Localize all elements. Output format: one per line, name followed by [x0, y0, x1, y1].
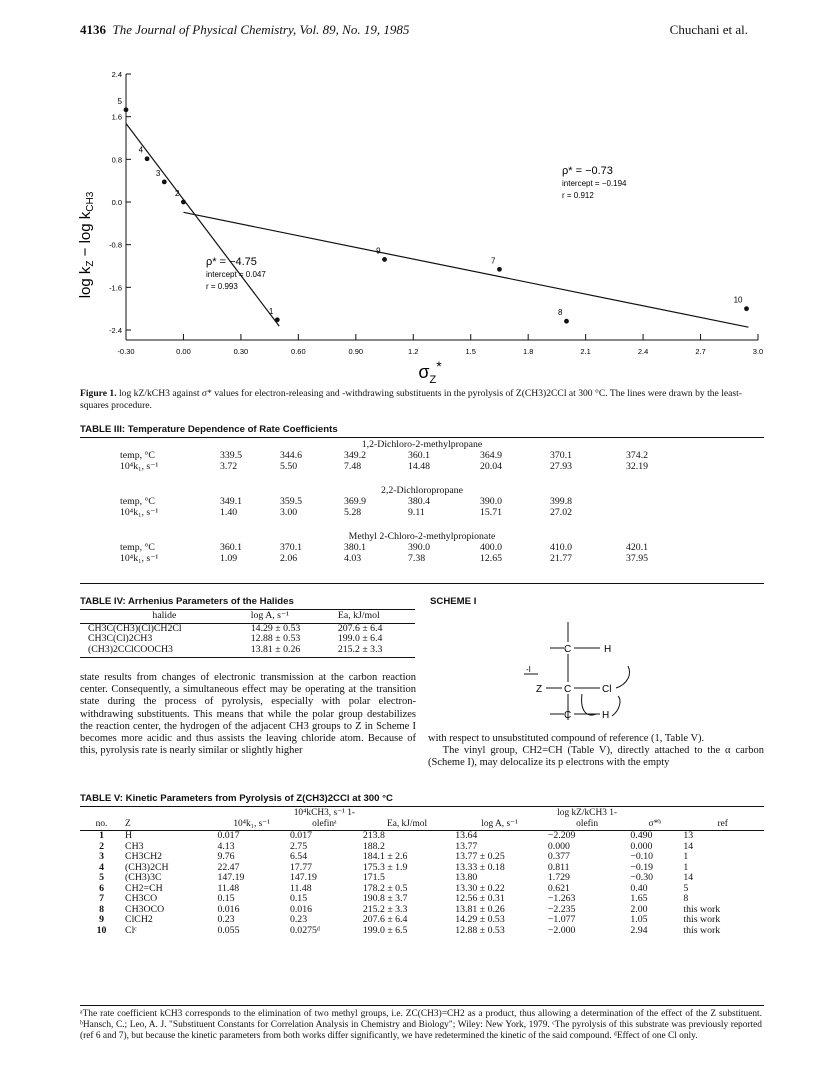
table-5-cell: 184.1 ± 2.6: [362, 851, 408, 862]
table-5-cell: CH3CH2: [125, 851, 163, 862]
data-point: [124, 107, 129, 112]
table-5-cell: −0.30: [630, 872, 654, 883]
table-5-col-header: log kZ/kCH3 1-olefin: [546, 808, 628, 831]
table-5-cell: 5: [99, 872, 104, 883]
table-5-cell: 11.48: [289, 882, 312, 894]
r-1: r = 0.993: [206, 282, 238, 291]
table-3-k: 2.06: [280, 553, 298, 564]
y-tick-label: 0.0: [111, 198, 122, 207]
table-5-cell: 1: [99, 830, 104, 841]
table-3-k: 4.03: [344, 553, 362, 564]
caption-label: Figure 1.: [80, 388, 117, 399]
x-tick-label: 2.1: [580, 347, 591, 356]
y-tick-label: 0.8: [111, 155, 122, 165]
table-5-col-header: σ*ᵇ: [628, 808, 681, 831]
y-tick-label: -2.4: [109, 326, 122, 335]
table-5-cell: 14: [683, 872, 694, 883]
table-5-cell: 0.490: [630, 830, 653, 841]
table-5-cell: this work: [683, 914, 721, 925]
scheme-atom-c2: C: [564, 684, 572, 695]
x-tick-label: 0.00: [176, 347, 191, 356]
table-4-col-header: log A, s⁻¹: [249, 611, 336, 623]
table-5-cell: 13.80: [455, 872, 478, 883]
table-5-cell: 1: [683, 861, 689, 873]
table-5-header: [80, 808, 764, 831]
table-3-k: 27.93: [550, 461, 573, 472]
table-5-cell: 207.6 ± 6.4: [362, 914, 408, 925]
rho-1: ρ* = −4.75: [206, 256, 257, 268]
table-5-cell: −0.10: [630, 851, 654, 862]
table-5-cell: 8: [99, 903, 104, 915]
table-5-cell: 5: [683, 882, 689, 894]
chart-fit-lines: [126, 123, 748, 327]
data-point: [145, 156, 150, 161]
table-row: [80, 873, 764, 884]
y-axis-label: $\log k_Z - \log k_{CH3}$: [77, 191, 96, 299]
x-tick-label: -0.30: [117, 347, 135, 356]
table-3-k: 20.04: [480, 461, 503, 472]
table-3-k: 21.77: [550, 553, 573, 564]
table-5-cell: 13: [683, 830, 694, 841]
table-3-temp: 399.8: [550, 496, 573, 507]
table-3-compound: Methyl 2-Chloro-2-methylpropionate: [348, 531, 496, 542]
table-3-k: 7.38: [408, 553, 426, 564]
table-5-cell: CH3OCO: [125, 903, 165, 915]
table-5-title: TABLE V: Kinetic Parameters from Pyrolysis of Z(CH3)2CCl at 300 °C: [80, 793, 393, 804]
table-5-cell: 215.2 ± 3.3: [362, 903, 408, 915]
data-point-label: 2: [175, 189, 180, 198]
y-tick-label: -0.8: [109, 240, 122, 250]
table-3-k: 9.11: [408, 507, 425, 518]
table-5-cell: 13.81 ± 0.26: [455, 903, 505, 915]
table-row: [80, 894, 764, 905]
table-5-cell: 12.88 ± 0.53: [455, 924, 505, 936]
data-point: [564, 319, 569, 324]
table-5-cell: CH3: [125, 840, 144, 852]
table-3-k: 32.19: [626, 461, 649, 472]
table-5: [80, 808, 764, 936]
scheme-atom-cl: Cl: [602, 684, 612, 695]
table-5-cell: 13.30 ± 0.22: [455, 882, 505, 894]
table-4-cell: 207.6 ± 6.4: [337, 622, 383, 634]
table-3-temp: 374.2: [626, 450, 649, 461]
table-5-cell: 12.56 ± 0.31: [455, 893, 505, 904]
table-5-cell: 14.29 ± 0.53: [455, 914, 505, 925]
table-5-cell: 1.65: [630, 893, 648, 904]
table-5-cell: 0.23: [289, 914, 308, 925]
table-5-cell: 0.15: [289, 893, 308, 904]
table-5-cell: 9.76: [217, 851, 235, 862]
table-4-cell: (CH3)2CClCOOCH3: [88, 643, 173, 655]
table-3-temp: 360.1: [220, 542, 243, 553]
table-4-cell: 14.29 ± 0.53: [250, 622, 301, 634]
data-point: [382, 257, 387, 262]
table-row: [80, 831, 764, 842]
table-5-cell: 0.000: [630, 840, 653, 852]
data-point: [497, 267, 502, 272]
authors: Chuchani et al.: [669, 22, 748, 37]
table-5-cell: 2: [99, 840, 104, 852]
table-4-col-header: halide: [80, 611, 249, 623]
table-3-temp: 390.0: [480, 496, 503, 507]
data-point: [744, 306, 749, 311]
table-row: [80, 852, 764, 863]
data-point-label: 7: [491, 256, 496, 266]
data-point: [162, 179, 167, 184]
y-tick-label: -1.6: [109, 283, 122, 293]
table-3-row-label-k: 10⁴k₁, s⁻¹: [120, 507, 159, 518]
table-5-cell: 0.15: [217, 893, 235, 904]
table-5-cell: 9: [99, 914, 104, 925]
table-5-cell: Clᶜ: [125, 924, 137, 936]
table-3-k: 3.72: [220, 461, 238, 472]
table-3-row-label-temp: temp, °C: [120, 542, 155, 553]
table-5-cell: −2.000: [547, 924, 576, 936]
table-3-compound: 1,2-Dichloro-2-methylpropane: [361, 439, 483, 450]
data-point-label: 4: [138, 145, 144, 155]
table-5-cell: 175.3 ± 1.9: [362, 861, 408, 873]
table-5-cell: −1.263: [547, 893, 576, 904]
table-5-col-header: no.: [80, 808, 123, 831]
table-3-k: 5.28: [344, 507, 362, 518]
table-3-k: 27.02: [550, 507, 573, 518]
table-3-temp: 369.9: [344, 496, 367, 507]
table-5-cell: 13.64: [455, 830, 478, 841]
figure-caption: [80, 388, 760, 412]
table-3-title: TABLE III: Temperature Dependence of Rate Coefficients: [80, 424, 338, 435]
table-5-cell: 14: [683, 840, 694, 852]
table-row: [80, 915, 764, 926]
table-5-footnotes: ᵃThe rate coefficient kCH3 corresponds to the elimination of two methyl groups, i.e. ZC(CH3)=CH2 as a product, thus allowing a determination of the effect of the Z substituent. ᵇHansch, C.; Leo, A. J. "Substituent Constants for Correlation Analysis in Chemistry and Biology"; Wiley: New York, 1979. ᶜThe pyrolysis of this substrate was previously reported (ref 6 and 7), but because the kinetic parameters from both works differ significantly, we have redetermined the kinetic of the said compound. ᵈEffect of one Cl only.: [80, 1009, 762, 1041]
table-5-cell: 0.017: [217, 830, 240, 841]
data-point-label: 10: [733, 295, 743, 305]
table-5-cell: −0.19: [630, 861, 654, 873]
table-5-cell: 4: [99, 861, 104, 873]
scheme-atom-c3: C: [564, 710, 572, 721]
table-5-col-header: log A, s⁻¹: [453, 808, 546, 831]
table-3-k: 7.48: [344, 461, 362, 472]
table-5-cell: 6: [99, 882, 104, 894]
table-5-cell: this work: [683, 903, 721, 915]
table-3-temp: 380.4: [408, 496, 431, 507]
x-tick-label: 1.8: [522, 347, 534, 356]
table-5-col-header: Ea, kJ/mol: [361, 808, 453, 831]
page-number: 4136: [80, 22, 106, 37]
table-5-cell: 7: [99, 893, 104, 904]
table-5-col-header: ref: [681, 808, 764, 831]
table-5-cell: 3: [99, 851, 104, 862]
table-5-cell: 17.77: [289, 861, 312, 873]
x-tick-label: 1.2: [408, 347, 419, 356]
table-3-k: 5.50: [280, 461, 298, 472]
table-5-cell: CH3CO: [125, 893, 158, 904]
scheme-diagram: [520, 610, 670, 730]
table-4-cell: CH3C(Cl)2CH3: [88, 633, 153, 644]
table-3-k: 14.48: [408, 461, 431, 472]
table-5-cell: 2.75: [289, 840, 308, 852]
table-5-cell: 0.017: [289, 830, 312, 841]
table-5-cell: 22.47: [217, 861, 240, 873]
table-5-cell: 10: [96, 924, 107, 936]
table-5-cell: −2.209: [547, 830, 576, 841]
table-5-cell: H: [125, 830, 133, 841]
table-5-cell: ClCH2: [125, 914, 153, 925]
x-tick-label: 3.0: [752, 347, 764, 356]
chart-axes: [109, 70, 763, 356]
table-3-compound: 2,2-Dichloropropane: [381, 485, 463, 496]
table-5-cell: 0.621: [547, 882, 570, 894]
table-5-cell: 178.2 ± 0.5: [362, 882, 408, 894]
table-5-cell: 13.77 ± 0.25: [455, 851, 505, 862]
table-5-cell: 190.8 ± 3.7: [362, 893, 408, 904]
table-5-cell: 1: [683, 851, 689, 862]
table-3-temp: 370.1: [550, 450, 573, 461]
table-4-cell: 13.81 ± 0.26: [250, 643, 301, 655]
table-5-cell: 2.00: [630, 903, 648, 915]
table-3-temp: 420.1: [626, 542, 649, 553]
table-4-cell: 12.88 ± 0.53: [250, 633, 301, 644]
body-text-right-2: The vinyl group, CH2=CH (Table V), directly attached to the α carbon (Scheme I), may delocalize its p electrons with the empty: [428, 745, 765, 769]
table-3-temp: 364.9: [480, 450, 503, 461]
data-point-label: 1: [268, 306, 274, 316]
table-3-temp: 390.0: [408, 542, 431, 553]
fit-line-1: [126, 123, 279, 326]
table-5-cell: 0.811: [547, 861, 570, 873]
data-point-label: 9: [376, 246, 381, 256]
table-5-cell: (CH3)2CH: [125, 861, 169, 873]
table-5-cell: 13.33 ± 0.18: [455, 861, 505, 873]
table-row: [80, 645, 415, 656]
data-point-label: 3: [155, 168, 161, 178]
table-3-temp: 349.1: [220, 496, 243, 507]
table-3-temp: 359.5: [280, 496, 303, 507]
table-5-cell: 188.2: [362, 840, 385, 852]
table-4-cell: 199.0 ± 6.4: [337, 633, 383, 644]
journal-name: The Journal of Physical Chemistry, Vol. 89, No. 19, 1985: [112, 22, 410, 37]
table-4-cell: 215.2 ± 3.3: [337, 643, 383, 655]
table-5-cell: 13.77: [455, 840, 478, 852]
table-5-cell: 1.729: [547, 872, 570, 883]
table-3-k: 37.95: [626, 553, 649, 564]
body-text-right-1: with respect to unsubstituted compound of reference (1, Table V).: [428, 733, 705, 744]
table-3-temp: 380.1: [344, 542, 367, 553]
table-3-k: 3.00: [280, 507, 298, 518]
table-5-cell: −1.077: [547, 914, 576, 925]
table-5-cell: 147.19: [217, 872, 245, 883]
table-5-col-header: 10⁴k₁, s⁻¹: [215, 808, 288, 831]
table-5-cell: 4.13: [217, 840, 235, 852]
intercept-1: intercept = 0.047: [206, 270, 266, 279]
table-5-cell: 147.19: [289, 872, 317, 883]
table-3-k: 15.71: [480, 507, 503, 518]
table-4-title: TABLE IV: Arrhenius Parameters of the Halides: [80, 596, 294, 607]
data-point-label: 5: [117, 96, 122, 106]
table-5-cell: 213.8: [362, 830, 385, 841]
table-4-cell: CH3C(CH3)(Cl)CH2Cl: [88, 622, 182, 634]
table-3-row-label-k: 10⁴k₁, s⁻¹: [120, 553, 159, 564]
table-5-cell: 0.000: [547, 840, 570, 852]
scheme-atom-c1: C: [564, 644, 572, 655]
r-2: r = 0.912: [562, 191, 594, 200]
x-tick-label: 2.4: [637, 347, 649, 356]
table-3-row-label-k: 10⁴k₁, s⁻¹: [120, 461, 159, 472]
table-5-cell: 171.5: [362, 872, 385, 883]
scheme-inductive-label: -I: [526, 665, 531, 674]
table-4-header: [80, 611, 415, 623]
table-5-cell: CH2=CH: [125, 882, 163, 894]
data-point: [181, 200, 186, 205]
table-4-col-header: Ea, kJ/mol: [336, 611, 415, 623]
fit-annotation-1: [206, 256, 266, 291]
table-5-cell: 0.016: [217, 903, 240, 915]
table-row: [80, 634, 415, 645]
table-3-temp: 349.2: [344, 450, 367, 461]
table-5-cell: (CH3)3C: [125, 872, 162, 883]
scheme-atom-h1: H: [604, 644, 612, 655]
table-3-temp: 400.0: [480, 542, 503, 553]
table-5-cell: 0.23: [217, 914, 235, 925]
x-tick-label: 0.60: [291, 347, 306, 356]
table-5-cell: 0.40: [630, 882, 648, 894]
table-5-cell: 2.94: [630, 924, 648, 936]
table-5-cell: 6.54: [289, 851, 308, 862]
x-tick-label: 0.30: [233, 347, 249, 356]
rho-2: ρ* = −0.73: [562, 165, 613, 177]
table-4: [80, 611, 415, 658]
x-tick-label: 2.7: [695, 347, 706, 356]
table-row: [80, 884, 764, 895]
intercept-2: intercept = −0.194: [562, 179, 627, 188]
table-row: [80, 905, 764, 916]
table-5-cell: 8: [683, 893, 689, 904]
table-row: [80, 863, 764, 874]
scheme-atom-z: Z: [536, 684, 543, 695]
table-3-k: 1.09: [220, 553, 238, 564]
table-5-cell: 0.377: [547, 851, 570, 862]
table-row: [80, 926, 764, 937]
body-text-left: state results from changes of electronic transmission at the carbon reaction center. Consequently, a simultaneous effect may be operating at the transition state during the process of pyrolysis, especially with polar electron-withdrawing substituents. This means that while the polar group destabilizes the reaction center, the hydrogen of the adjacent CH3 groups to Z in Scheme I becomes more acidic and thus assists the leaving chloride atom. Because of this, pyrolysis rate is nearly similar or slightly higher: [80, 672, 416, 757]
page-header-left: [80, 22, 409, 38]
caption-text: log kZ/kCH3 against σ* values for electron-releasing and -withdrawing substituents in the pyrolysis of Z(CH3)2CCl at 300 °C. The lines were drawn by the least-squares procedure.: [80, 388, 742, 411]
table-3-row-label-temp: temp, °C: [120, 450, 155, 461]
table-5-cell: 0.016: [289, 903, 312, 915]
scheme-title: SCHEME I: [430, 596, 477, 607]
table-5-cell: 1.05: [630, 914, 648, 925]
y-tick-label: 1.6: [111, 112, 122, 122]
data-point-label: 8: [558, 308, 563, 318]
x-tick-label: 1.5: [465, 347, 476, 356]
x-tick-label: 0.90: [348, 347, 364, 356]
fit-annotation-2: [562, 165, 627, 200]
table-3-k: 1.40: [220, 507, 238, 518]
table-5-cell: 199.0 ± 6.5: [362, 924, 408, 936]
data-point: [275, 317, 280, 322]
scheme-atom-h2: H: [602, 710, 610, 721]
table-5-cell: 0.055: [217, 924, 240, 936]
table-row: [80, 842, 764, 853]
table-3-temp: 344.6: [280, 450, 303, 461]
x-axis-label: $\sigma_Z^*$: [418, 358, 442, 386]
body-text-right: [428, 733, 764, 770]
table-3-temp: 410.0: [550, 542, 573, 553]
table-5-cell: −2.235: [547, 903, 576, 915]
y-tick-label: 2.4: [111, 70, 122, 79]
table-3-temp: 339.5: [220, 450, 243, 461]
table-3-temp: 360.1: [408, 450, 431, 461]
table-3-row-label-temp: temp, °C: [120, 496, 155, 507]
table-5-col-header: 10⁴kCH3, s⁻¹ 1-olefinᵃ: [288, 808, 361, 831]
table-3-k: 12.65: [480, 553, 503, 564]
table-5-cell: 0.0275ᵈ: [289, 924, 320, 936]
table-5-cell: 11.48: [217, 882, 240, 894]
table-5-col-header: Z: [123, 808, 215, 831]
figure-1-chart: [77, 60, 770, 386]
table-5-cell: this work: [683, 924, 721, 936]
table-3-temp: 370.1: [280, 542, 303, 553]
